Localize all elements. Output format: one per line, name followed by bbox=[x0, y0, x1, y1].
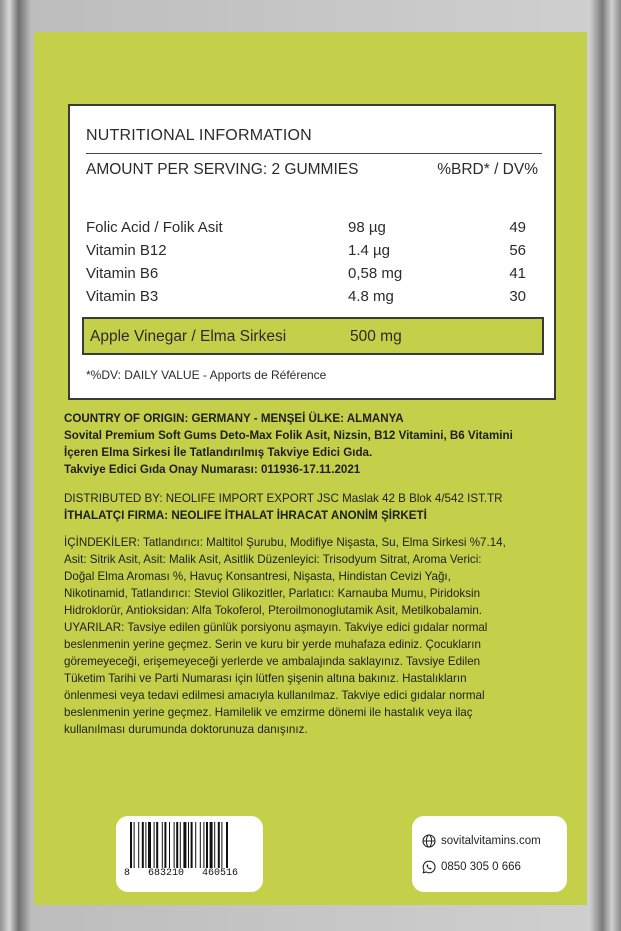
product-description-line: Sovital Premium Soft Gums Deto-Max Folik Asit, Nizsin, B12 Vitamini, B6 Vitamini bbox=[64, 429, 513, 442]
barcode-bar bbox=[221, 822, 222, 868]
barcode-bar bbox=[162, 822, 163, 868]
nutrient-dv: 30 bbox=[509, 288, 526, 305]
nutrient-amount: 1.4 µg bbox=[348, 242, 391, 259]
ingredients-line: Doğal Elma Aroması %, Havuç Konsantresi, Nişasta, Hindistan Cevizi Yağı, bbox=[64, 570, 451, 583]
barcode-bar bbox=[130, 822, 132, 868]
nutrient-dv: 56 bbox=[509, 242, 526, 259]
barcode-box bbox=[116, 816, 263, 892]
nutrient-row bbox=[86, 242, 538, 264]
barcode-group-left: 683210 bbox=[148, 868, 185, 879]
origin-line: COUNTRY OF ORIGIN: GERMANY - MENŞEİ ÜLKE: ALMANYA bbox=[64, 412, 404, 425]
nutrient-dv: 41 bbox=[509, 265, 526, 282]
contact-box bbox=[412, 816, 567, 892]
barcode-bar bbox=[226, 822, 228, 868]
barcode-bar bbox=[164, 822, 166, 868]
dv-footnote: *%DV: DAILY VALUE - Apports de Référence bbox=[86, 368, 327, 382]
warnings-line: UYARILAR: Tavsiye edilen günlük porsiyonu aşmayın. Takviye edici gıdalar normal bbox=[64, 621, 488, 634]
barcode-bar bbox=[210, 822, 213, 868]
ingredients-line: Hidroklorür, Antioksidan: Alfa Tokoferol, Pteroilmonoglutamik Asit, Metilkobalamin. bbox=[64, 604, 483, 617]
warnings-line: kullanılması durumunda doktorunuza danışınız. bbox=[64, 723, 308, 736]
distributor-line: DISTRIBUTED BY: NEOLIFE IMPORT EXPORT JSC Maslak 42 B Blok 4/542 IST.TR bbox=[64, 492, 503, 505]
barcode-bar bbox=[214, 822, 215, 868]
nutrient-row bbox=[86, 288, 538, 310]
ingredients-line: İÇİNDEKİLER: Tatlandırıcı: Maltitol Şurubu, Modifiye Nişasta, Su, Elma Sirkesi %7.14, bbox=[64, 536, 506, 549]
nutrient-amount: 0,58 mg bbox=[348, 265, 403, 282]
whatsapp-number[interactable]: 0850 305 0 666 bbox=[441, 861, 521, 873]
nutrient-dv: 49 bbox=[509, 219, 526, 236]
highlight-nutrient-name: Apple Vinegar / Elma Sirkesi bbox=[90, 328, 287, 345]
globe-icon bbox=[422, 834, 436, 848]
nutrient-name: Vitamin B12 bbox=[86, 242, 167, 259]
barcode-bar bbox=[191, 822, 193, 868]
barcode-group-right: 460516 bbox=[202, 868, 239, 879]
product-description-line: İçeren Elma Sirkesi İle Tatlandırılmış Takviye Edici Gıda. bbox=[64, 446, 373, 459]
origin-block bbox=[64, 410, 564, 478]
barcode-bar bbox=[206, 822, 208, 868]
barcode-first-digit: 8 bbox=[124, 868, 131, 879]
barcode-bar bbox=[138, 822, 139, 868]
nutrient-amount: 4.8 mg bbox=[348, 288, 394, 305]
nutrient-name: Vitamin B3 bbox=[86, 288, 159, 305]
warnings-line: önlenmesi veya tedavi edilmesi amacıyla kullanılmaz. Takviye edici gıdalar normal bbox=[64, 689, 485, 702]
ingredients-line: Nikotinamid, Tatlandırıcı: Steviol Glikozitler, Parlatıcı: Karnauba Mumu, Piridoksin bbox=[64, 587, 481, 600]
warnings-line: beslenmenin yerine geçmez. Serin ve kuru bir yerde muhafaza ediniz. Çocukların bbox=[64, 638, 481, 651]
barcode-bar bbox=[200, 822, 201, 868]
highlight-nutrient-amount: 500 mg bbox=[350, 328, 402, 345]
nutrient-row bbox=[86, 265, 538, 287]
barcode-bar bbox=[195, 822, 196, 868]
nutrition-title: NUTRITIONAL INFORMATION bbox=[86, 127, 312, 144]
barcode-bar bbox=[154, 822, 155, 868]
barcode-bar bbox=[218, 822, 220, 868]
whatsapp-icon bbox=[422, 860, 436, 874]
barcode-bar bbox=[176, 822, 178, 868]
barcode-bar bbox=[134, 822, 135, 868]
importer-line: İTHALATÇI FIRMA: NEOLIFE İTHALAT İHRACAT ANONİM ŞİRKETİ bbox=[64, 509, 427, 522]
phone-row bbox=[422, 860, 521, 874]
ingredients-line: Asit: Sitrik Asit, Asit: Malik Asit, Asitlik Düzenleyici: Trisodyum Sitrat, Aroma Verici: bbox=[64, 553, 482, 566]
warnings-line: Tüketim Tarihi ve Parti Numarası için lütfen şişenin altına bakınız. Hastalıkların bbox=[64, 672, 467, 685]
highlight-nutrient-row bbox=[82, 317, 544, 355]
nutrition-divider bbox=[86, 153, 542, 154]
barcode-bar bbox=[169, 822, 170, 868]
serving-size: AMOUNT PER SERVING: 2 GUMMIES bbox=[86, 161, 359, 178]
nutrient-name: Vitamin B6 bbox=[86, 265, 159, 282]
barcode-bar bbox=[142, 822, 144, 868]
barcode-bar bbox=[180, 822, 181, 868]
warnings-line: beslenmenin yerine geçmez. Hamilelik ve emzirme dönemi ile hastalık veya ilaç bbox=[64, 706, 473, 719]
barcode-bar bbox=[148, 822, 151, 868]
label-panel bbox=[34, 32, 587, 905]
barcode-bar bbox=[145, 822, 146, 868]
barcode-bar bbox=[156, 822, 158, 868]
nutrient-amount: 98 µg bbox=[348, 219, 386, 236]
distributor-block bbox=[64, 490, 564, 524]
dv-header: %BRD* / DV% bbox=[437, 161, 538, 178]
nutrient-name: Folic Acid / Folik Asit bbox=[86, 219, 223, 236]
warnings-line: göremeyeceği, erişemeyeceği yerlerde ve ambalajında saklayınız. Tavsiye Edilen bbox=[64, 655, 481, 668]
barcode-graphic bbox=[130, 822, 250, 868]
barcode-bar bbox=[174, 822, 175, 868]
website-row bbox=[422, 834, 541, 848]
barcode-bar bbox=[188, 822, 189, 868]
approval-number: Takviye Edici Gıda Onay Numarası: 011936-17.11.2021 bbox=[64, 463, 361, 476]
website-link[interactable]: sovitalvitamins.com bbox=[441, 835, 541, 847]
ingredients-warnings-block bbox=[64, 534, 564, 738]
nutrient-row bbox=[86, 219, 538, 241]
barcode-bar bbox=[203, 822, 204, 868]
serving-row bbox=[86, 161, 538, 179]
barcode-bar bbox=[183, 822, 186, 868]
nutrition-facts-box bbox=[68, 104, 556, 400]
